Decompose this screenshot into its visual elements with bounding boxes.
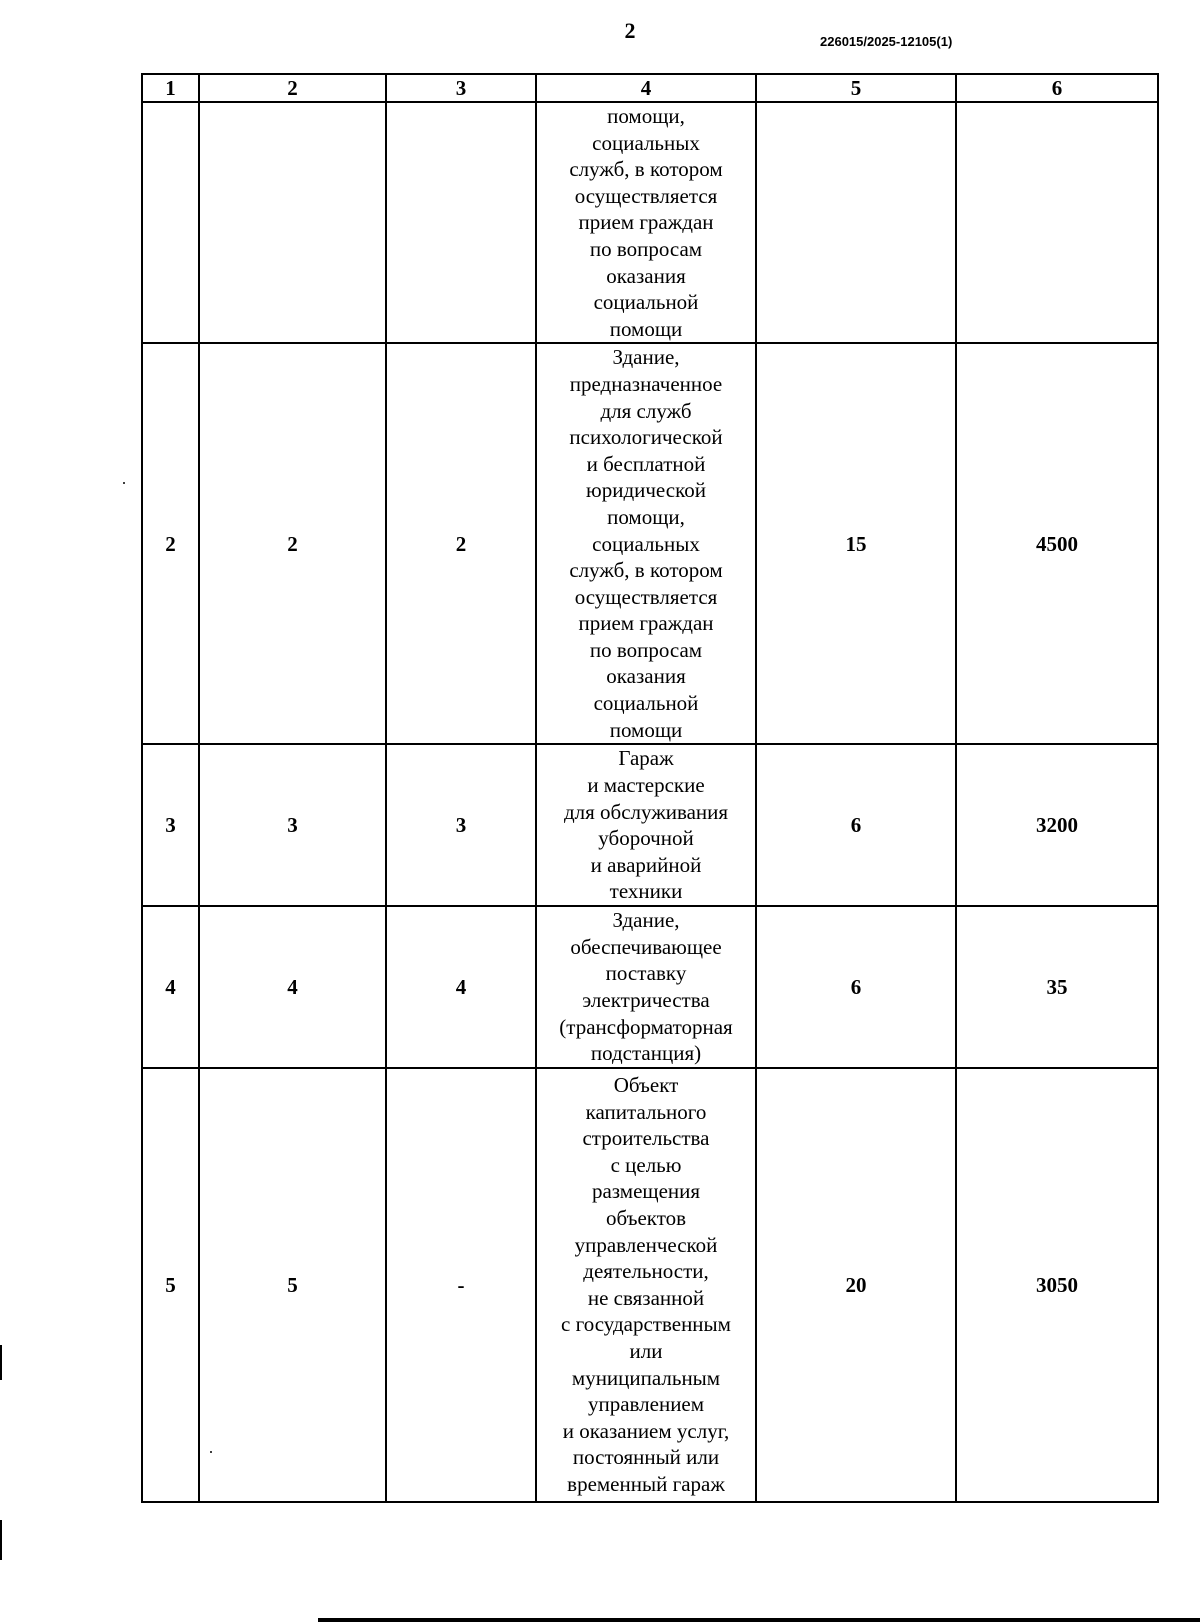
- table-cell-col1: 4: [142, 906, 199, 1068]
- table-header-row: [142, 74, 1158, 102]
- table-cell-col1: [142, 102, 199, 343]
- table-cell-col3: 2: [386, 343, 536, 744]
- table-cell-col5: 6: [756, 744, 956, 906]
- table-cell-col6: 35: [956, 906, 1158, 1068]
- table-cell-col6: 3050: [956, 1068, 1158, 1502]
- table-cell-col3: 3: [386, 744, 536, 906]
- table-cell-col3: [386, 102, 536, 343]
- table-cell-description: Гараж и мастерские для обслуживания уборочной и аварийной техники: [536, 744, 756, 906]
- table-cell-col2: 5: [199, 1068, 386, 1502]
- column-header-1: 1: [142, 74, 199, 102]
- column-header-5: 5: [756, 74, 956, 102]
- table-row: [142, 744, 1158, 906]
- scan-bottom-edge: [318, 1618, 1200, 1622]
- column-header-4: 4: [536, 74, 756, 102]
- page-number: 2: [624, 18, 636, 43]
- data-table: [141, 73, 1159, 1503]
- table-cell-description: помощи, социальных служб, в котором осуществляется прием граждан по вопросам оказания социальной помощи: [536, 102, 756, 343]
- table-cell-col2: 2: [199, 343, 386, 744]
- table-row: [142, 906, 1158, 1068]
- table-cell-col2: 3: [199, 744, 386, 906]
- table-cell-col3: 4: [386, 906, 536, 1068]
- table-cell-col1: 5: [142, 1068, 199, 1502]
- table-cell-col6: [956, 102, 1158, 343]
- table-cell-description: Здание, предназначенное для служб психологической и бесплатной юридической помощи, социальных служб, в котором осуществляется прием граждан по вопросам оказания социальной помощи: [536, 343, 756, 744]
- table-row: [142, 1068, 1158, 1502]
- table-cell-col6: 3200: [956, 744, 1158, 906]
- table-cell-col3: -: [386, 1068, 536, 1502]
- scan-edge-mark: [0, 1345, 2, 1380]
- table-cell-col2: 4: [199, 906, 386, 1068]
- table-cell-col5: 15: [756, 343, 956, 744]
- scan-speck: [123, 482, 125, 484]
- table-cell-description: Объект капитального строительства с целью размещения объектов управленческой деятельности, не связанной с государственным или муниципальным управлением и оказанием услуг, постоянный или временный гараж: [536, 1068, 756, 1502]
- table-row: [142, 343, 1158, 744]
- scan-edge-mark: [0, 1520, 2, 1560]
- column-header-3: 3: [386, 74, 536, 102]
- table-cell-description: Здание, обеспечивающее поставку электричества (трансформаторная подстанция): [536, 906, 756, 1068]
- document-id: 226015/2025-12105(1): [820, 34, 953, 49]
- column-header-2: 2: [199, 74, 386, 102]
- table-cell-col1: 3: [142, 744, 199, 906]
- table-cell-col5: [756, 102, 956, 343]
- column-header-6: 6: [956, 74, 1158, 102]
- table-cell-col1: 2: [142, 343, 199, 744]
- table-cell-col5: 6: [756, 906, 956, 1068]
- table-cell-col6: 4500: [956, 343, 1158, 744]
- table-cell-col2: [199, 102, 386, 343]
- table-row: [142, 102, 1158, 343]
- table-cell-col5: 20: [756, 1068, 956, 1502]
